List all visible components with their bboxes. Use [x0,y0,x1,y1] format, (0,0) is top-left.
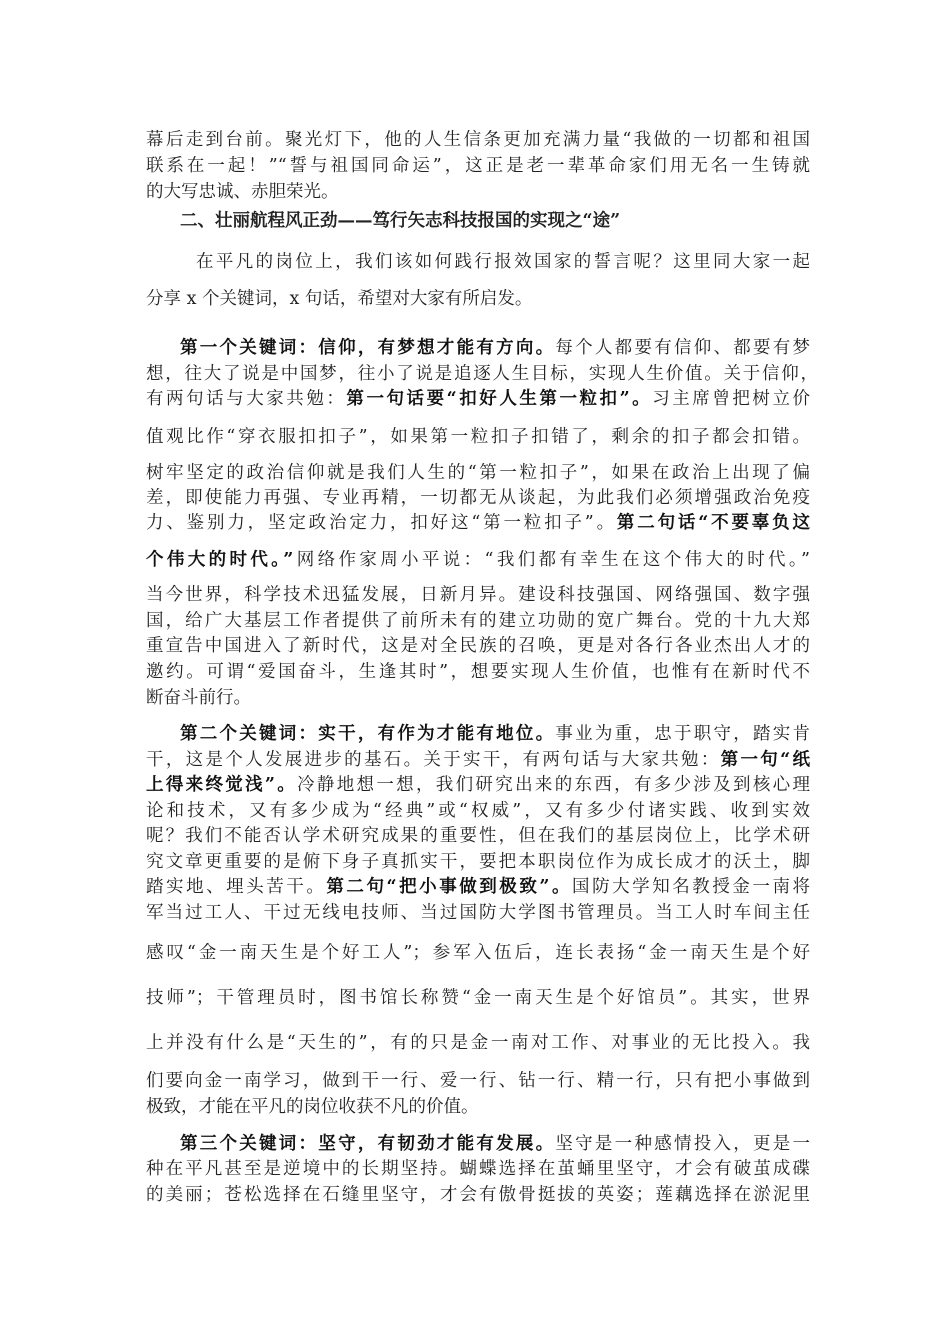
text-line: 重宣告中国进入了新时代，这是对全民族的召唤，更是对各行各业杰出人才的 [146,636,810,656]
paragraph-line: 踏实地、埋头苦干。第二句“把小事做到极致”。国防大学知名教授金一南将 [146,877,810,897]
text-line: 们要向金一南学习，做到干一行、爱一行、钻一行、精一行，只有把小事做到 [146,1071,810,1091]
text-line: 的美丽；苍松选择在石缝里坚守，才会有傲骨挺拔的英姿；莲藕选择在淤泥里 [146,1185,810,1205]
text-line: 技师”；干管理员时，图书馆长称赞“金一南天生是个好馆员”。其实，世界 [146,988,810,1008]
quote-heading: 第二句“把小事做到极致”。 [326,877,573,897]
text-line: 极致，才能在平凡的岗位收获不凡的价值。 [146,1097,479,1117]
text-line: 上并没有什么是“天生的”，有的只是金一南对工作、对事业的无比投入。我 [146,1033,810,1053]
paragraph-line: 个伟大的时代。”网络作家周小平说：“我们都有幸生在这个伟大的时代。” [146,550,810,570]
text-line: 种在平凡甚至是逆境中的长期坚持。蝴蝶选择在茧蛹里坚守，才会有破茧成碟 [146,1159,810,1179]
paragraph-line: 第二个关键词：实干，有作为才能有地位。事业为重，忠于职守，踏实肯 [180,724,810,744]
quote-heading: 第一句话要“扣好人生第一粒扣”。 [346,389,653,409]
quote-heading: 个伟大的时代。” [146,550,294,570]
keyword-heading-2: 第二个关键词：实干，有作为才能有地位。 [180,724,556,744]
text-line: 国，给广大基层工作者提供了前所未有的建立功勋的宽广舞台。党的十九大郑 [146,611,810,631]
text-line: 邀约。可谓“爱国奋斗，生逢其时”，想要实现人生价值，也惟有在新时代不 [146,662,810,682]
text-line: 树牢坚定的政治信仰就是我们人生的“第一粒扣子”，如果在政治上出现了偏 [146,463,810,483]
paragraph-line: 力、鉴别力，坚定政治定力，扣好这“第一粒扣子”。第二句话“不要辜负这 [146,513,810,533]
text-line: 究文章更重要的是俯下身子真抓实干，要把本职岗位作为成长成才的沃土，脚 [146,852,810,872]
text-line: 在平凡的岗位上，我们该如何践行报效国家的誓言呢？这里同大家一起 [196,252,810,272]
text-line: 当今世界，科学技术迅猛发展，日新月异。建设科技强国、网络强国、数字强 [146,585,810,605]
paragraph-line: 干，这是个人发展进步的基石。关于实干，有两句话与大家共勉：第一句“纸 [146,750,810,770]
quote-heading: 第二句话“不要辜负这 [616,513,810,533]
keyword-heading-1: 第一个关键词：信仰，有梦想才能有方向。 [180,338,556,358]
section-heading: 二、壮丽航程风正劲——笃行矢志科技报国的实现之“途” [180,211,621,231]
paragraph-line: 有两句话与大家共勉：第一句话要“扣好人生第一粒扣”。习主席曾把树立价 [146,389,810,409]
text-line: 差，即使能力再强、专业再精，一切都无从谈起，为此我们必须增强政治免疫 [146,488,810,508]
keyword-heading-3: 第三个关键词：坚守，有韧劲才能有发展。 [180,1134,556,1154]
text-line: 联系在一起！”“誓与祖国同命运”，这正是老一辈革命家们用无名一生铸就 [146,156,810,176]
text-line: 值观比作“穿衣服扣扣子”，如果第一粒扣子扣错了，剩余的扣子都会扣错。 [146,427,810,447]
quote-heading: 上得来终觉浅”。 [146,775,298,795]
paragraph-line: 上得来终觉浅”。冷静地想一想，我们研究出来的东西，有多少涉及到核心理 [146,775,810,795]
text-line: 感叹“金一南天生是个好工人”；参军入伍后，连长表扬“金一南天生是个好 [146,943,810,963]
text-line: 呢？我们不能否认学术研究成果的重要性，但在我们的基层岗位上，比学术研 [146,826,810,846]
text-line: 断奋斗前行。 [146,688,251,708]
paragraph-line: 第一个关键词：信仰，有梦想才能有方向。每个人都要有信仰、都要有梦 [180,338,810,358]
paragraph-line: 第三个关键词：坚守，有韧劲才能有发展。坚守是一种感情投入，更是一 [180,1134,810,1154]
text-line: 分享 x 个关键词，x 句话，希望对大家有所启发。 [146,289,533,309]
text-line: 论和技术，又有多少成为“经典”或“权威”，又有多少付诸实践、收到实效 [146,801,810,821]
text-line: 想，往大了说是中国梦，往小了说是追逐人生目标，实现人生价值。关于信仰， [146,364,818,384]
quote-heading: 第一句“纸 [720,750,810,770]
text-line: 幕后走到台前。聚光灯下，他的人生信条更加充满力量“我做的一切都和祖国 [146,130,810,150]
text-line: 的大写忠诚、赤胆荣光。 [146,182,339,202]
text-line: 军当过工人、干过无线电技师、当过国防大学图书管理员。当工人时车间主任 [146,903,810,923]
